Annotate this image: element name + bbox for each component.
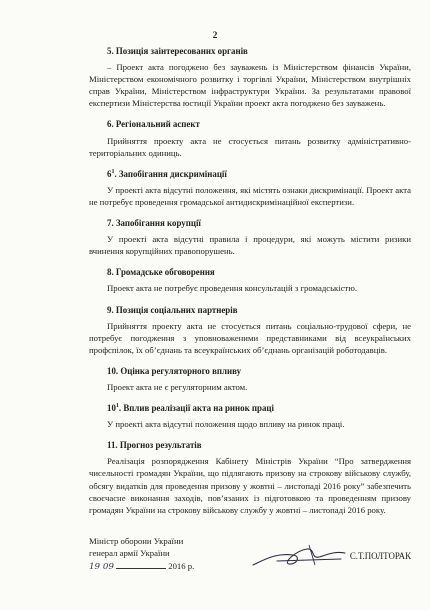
- section-paragraph: – Проект акта погоджено без зауважень із Міністерством фінансів України, Міністерством економічного розвитку і торгівлі України, Міністерством внутрішніх справ України, Міністерством інфраструктури України. За результатами правової експертизи Міністерства юстиції України проект акта погоджено без зауважень.: [89, 62, 411, 109]
- section-paragraph: У проекті акта відсутні положення щодо впливу на ринок праці.: [107, 419, 345, 430]
- heading-number: 6: [107, 168, 112, 179]
- document-body: [89, 45, 411, 516]
- heading-text: . Вплив реалізації акта на ринок праці: [118, 403, 274, 414]
- date-underline: [116, 568, 166, 569]
- signatory-name: С.Т.ПОЛТОРАК: [349, 551, 411, 561]
- section-heading: 10. Оцінка регуляторного впливу: [107, 365, 242, 376]
- heading-text: . Запобігання дискримінації: [114, 168, 227, 179]
- section-heading: 5. Позиція заінтересованих органів: [107, 46, 248, 56]
- heading-superscript: 1: [111, 168, 115, 175]
- section-heading: 9. Позиція соціальних партнерів: [107, 304, 238, 315]
- section-paragraph: Прийняття проекту акта не стосується питань соціально-трудової сфери, не потребує погодження з уповноваженими представниками від всеукраїнських профспілок, їх об’єднань та всеукраїнських об’єднань організацій роботодавців.: [89, 320, 411, 355]
- section-heading: 7. Запобігання корупції: [107, 218, 201, 229]
- section-paragraph: У проекті акта відсутні правила і процедури, які можуть містити ризики вчинення корупційних правопорушень.: [89, 234, 411, 257]
- section-paragraph: Реалізація розпорядження Кабінету Міністрів України “Про затвердження чисельності громадян України, що підлягають призову на строкову військову службу, обсягу видатків для проведення призову у жовтні – листопаді 2016 року” забезпечить своєчасне виконання заходів, пов’язаних із підготовкою та проведенням призову громадян України на строкову військову службу у жовтні – листопаді 2016 року.: [89, 456, 411, 515]
- section-paragraph: Прийняття проекту акта не стосується питань розвитку адміністративно-територіальних одиниць.: [89, 135, 411, 158]
- page-number: 2: [212, 31, 218, 41]
- section-heading: 6. Регіональний аспект: [107, 119, 200, 130]
- date-handwritten: 19 09: [89, 562, 114, 572]
- section-heading: 11. Прогноз результатів: [107, 440, 202, 451]
- position-line: Міністр оборони України: [89, 536, 184, 546]
- section-heading: [107, 402, 411, 414]
- date-year: 2016 р.: [168, 561, 195, 571]
- signatory-position: [89, 535, 183, 559]
- heading-number: 10: [107, 403, 116, 414]
- section-paragraph: Проект акта не є регуляторним актом.: [107, 381, 248, 392]
- signature-date: [89, 560, 194, 573]
- section-heading: 8. Громадське обговорення: [107, 267, 215, 278]
- heading-superscript: 1: [115, 403, 119, 410]
- position-line: генерал армії України: [89, 548, 170, 558]
- section-heading: [107, 168, 411, 180]
- signature-block: [89, 535, 411, 575]
- section-paragraph: Проект акта не потребує проведення консультацій з громадськістю.: [107, 283, 358, 294]
- section-paragraph: У проекті акта відсутні положення, які містять ознаки дискримінації. Проект акта не потребує проведення громадської антидискримінаційної експертизи.: [89, 184, 411, 207]
